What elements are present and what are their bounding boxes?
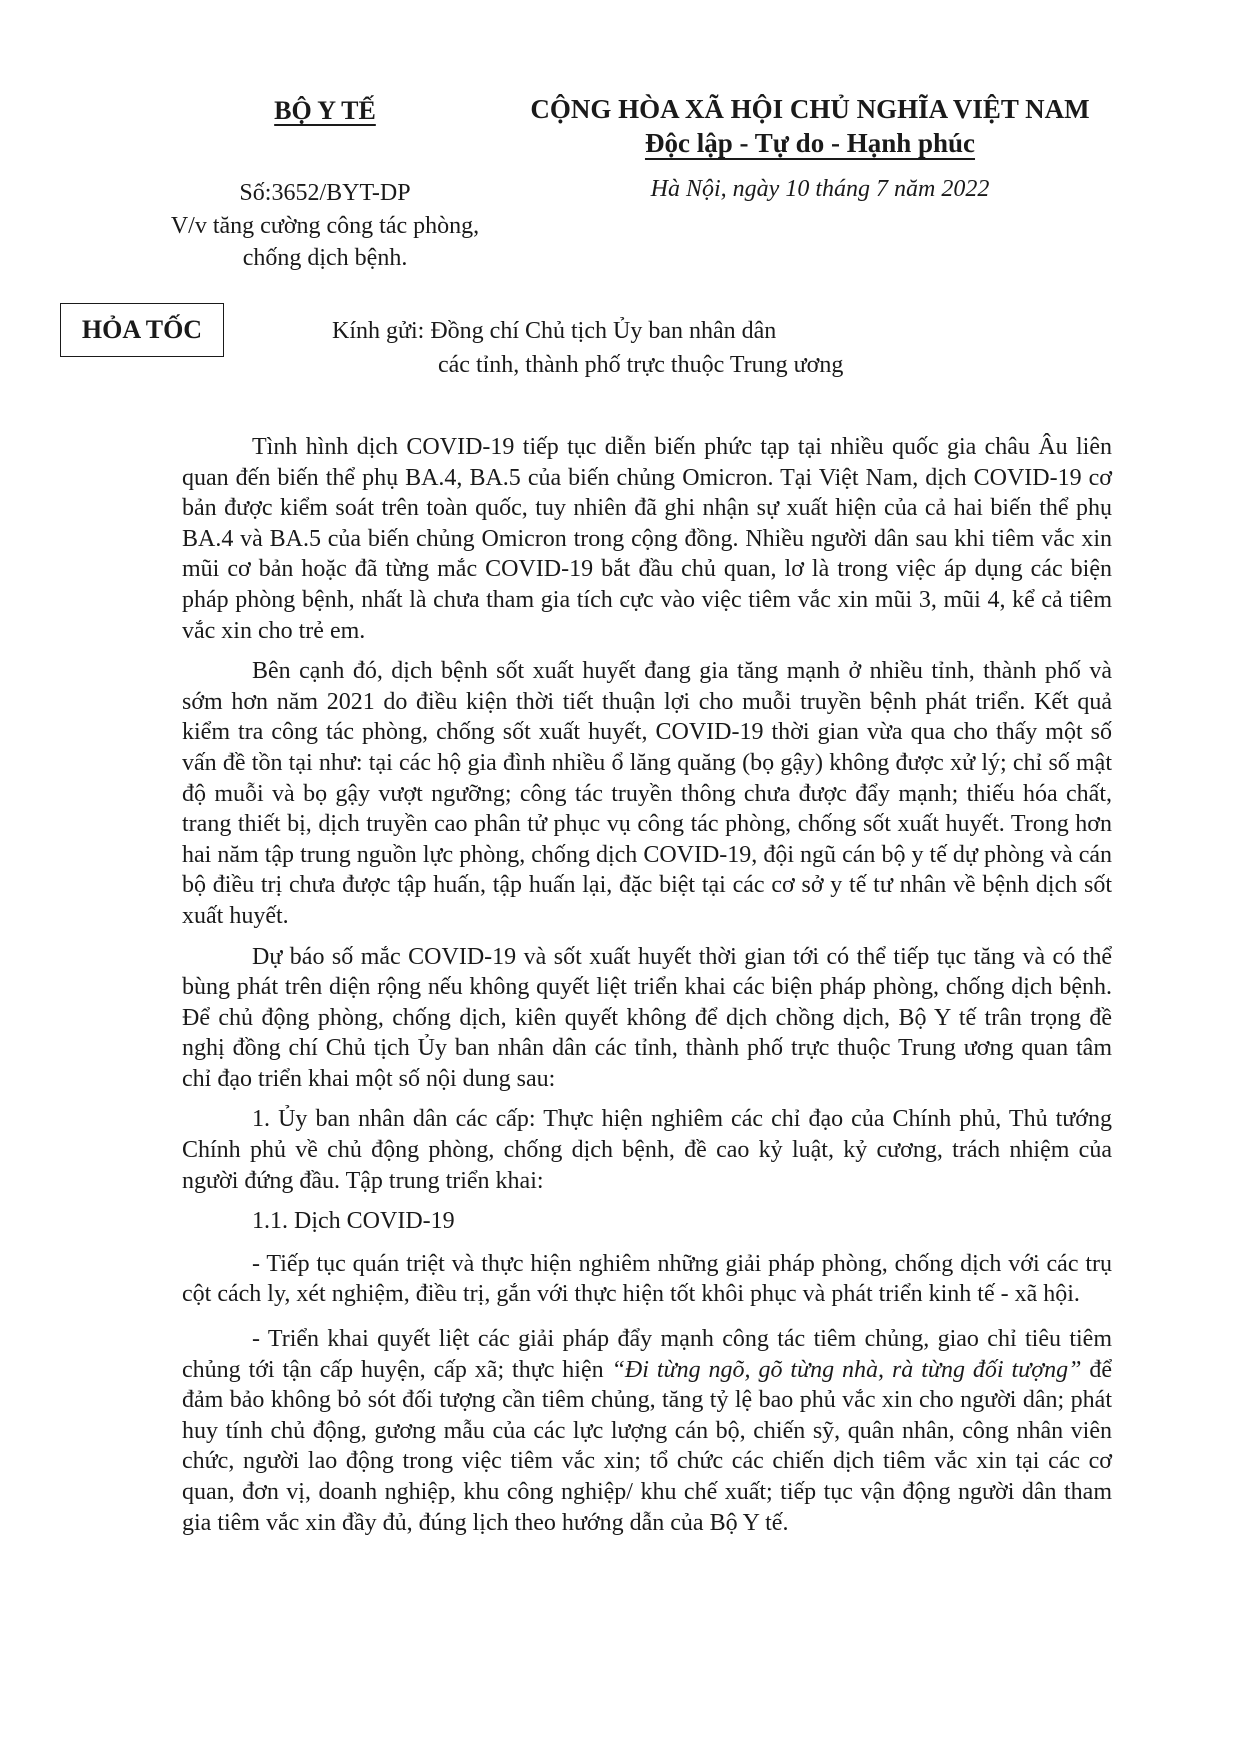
paragraph-situation: Tình hình dịch COVID-19 tiếp tục diễn biến phức tạp tại nhiều quốc gia châu Âu liên quan đến biến thể phụ BA.4, BA.5 của biến chủng Omicron. Tại Việt Nam, dịch COVID-19 cơ bản được kiểm soát trên toàn quốc, tuy nhiên đã ghi nhận sự xuất hiện của cả hai biến thể phụ BA.4 và BA.5 của biến chủng Omicron trong cộng đồng. Nhiều người dân sau khi tiêm vắc xin mũi cơ bản hoặc đã từng mắc COVID-19 bắt đầu chủ quan, lơ là trong việc áp dụng các biện pháp phòng bệnh, nhất là chưa tham gia tích cực vào việc tiêm vắc xin mũi 3, mũi 4, kể cả tiêm vắc xin cho trẻ em. bbox=[182, 434, 1112, 644]
urgent-label: HỎA TỐC bbox=[81, 315, 203, 344]
document-subject: V/v tăng cường công tác phòng, chống dịch bệnh. bbox=[170, 213, 480, 271]
bullet-item-1: - Tiếp tục quán triệt và thực hiện nghiêm những giải pháp phòng, chống dịch với các trụ cột cách ly, xét nghiệm, điều trị, gắn với thực hiện tốt khôi phục và phát triển kinh tế - xã hội. bbox=[182, 1250, 1112, 1308]
agency-name: BỘ Y TẾ bbox=[274, 96, 376, 125]
paragraph-dengue: Bên cạnh đó, dịch bệnh sốt xuất huyết đang gia tăng mạnh ở nhiều tỉnh, thành phố và sớm hơn năm 2021 do điều kiện thời tiết thuận lợi cho muỗi truyền bệnh phát triển. Kết quả kiểm tra công tác phòng, chống sốt xuất huyết, COVID-19 thời gian vừa qua cho thấy một số vấn đề tồn tại như: tại các hộ gia đình nhiều ổ lăng quăng (bọ gậy) không được xử lý; chỉ số mật độ muỗi và bọ gậy vượt ngưỡng; công tác truyền thông chưa được đẩy mạnh; thiếu hóa chất, trang thiết bị, dịch truyền cao phân tử phục vụ công tác phòng, chống sốt xuất huyết. Trong hơn hai năm tập trung nguồn lực phòng, chống dịch COVID-19, đội ngũ cán bộ y tế dự phòng và cán bộ điều trị chưa được tập huấn, tập huấn lại, đặc biệt tại các cơ sở y tế tư nhân về bệnh dịch sốt xuất huyết. bbox=[182, 658, 1112, 929]
bullet-item-2-lead: - Triển khai quyết liệt các giải pháp đẩy mạnh công tác tiêm chủng, giao chỉ tiêu tiêm chủng tới tận cấp huyện, cấp xã; thực hiện bbox=[182, 1326, 1112, 1383]
section-heading: 1.1. Dịch COVID-19 bbox=[252, 1208, 455, 1235]
paragraph-forecast: Dự báo số mắc COVID-19 và sốt xuất huyết thời gian tới có thể tiếp tục tăng và có thể bùng phát trên diện rộng nếu không quyết liệt triển khai các biện pháp phòng, chống dịch bệnh. Để chủ động phòng, chống dịch, kiên quyết không để dịch chồng dịch, Bộ Y tế trân trọng đề nghị đồng chí Chủ tịch Ủy ban nhân dân các tỉnh, thành phố trực thuộc Trung ương quan tâm chỉ đạo triển khai một số nội dung sau: bbox=[182, 943, 1112, 1092]
bullet-item-2-tail: để đảm bảo không bỏ sót đối tượng cần tiêm chủng, tăng tỷ lệ bao phủ vắc xin cho người dân; phát huy tính chủ động, gương mẫu của các lực lượng cán bộ, chiến sỹ, quân nhân, công nhân viên chức, người lao động trong việc tiêm vắc xin; tổ chức các chiến dịch tiêm vắc xin tại các cơ quan, đơn vị, doanh nghiệp, khu công nghiệp/ khu chế xuất; tiếp tục vận động người dân tham gia tiêm vắc xin đầy đủ, đúng lịch theo hướng dẫn của Bộ Y tế. bbox=[182, 1356, 1113, 1536]
urgent-box bbox=[60, 303, 224, 357]
national-motto: Độc lập - Tự do - Hạnh phúc bbox=[644, 128, 976, 158]
recipient-line-2: các tỉnh, thành phố trực thuộc Trung ương bbox=[438, 352, 844, 378]
document-number: Số:3652/BYT-DP bbox=[239, 180, 411, 206]
paragraph-item-1: 1. Ủy ban nhân dân các cấp: Thực hiện nghiêm các chỉ đạo của Chính phủ, Thủ tướng Chính phủ về chủ động phòng, chống dịch bệnh, đề cao kỷ luật, kỷ cương, trách nhiệm của người đứng đầu. Tập trung triển khai: bbox=[182, 1106, 1112, 1194]
bullet-item-2-quote: “Đi từng ngõ, gõ từng nhà, rà từng đối tượng” bbox=[611, 1356, 1082, 1383]
document-body bbox=[182, 432, 1112, 1552]
republic-title: CỘNG HÒA XÃ HỘI CHỦ NGHĨA VIỆT NAM bbox=[530, 94, 1090, 124]
bullet-item-2 bbox=[182, 1324, 1112, 1538]
recipient-line-1: Kính gửi: Đồng chí Chủ tịch Ủy ban nhân dân bbox=[332, 318, 777, 344]
document-date: Hà Nội, ngày 10 tháng 7 năm 2022 bbox=[650, 176, 990, 202]
